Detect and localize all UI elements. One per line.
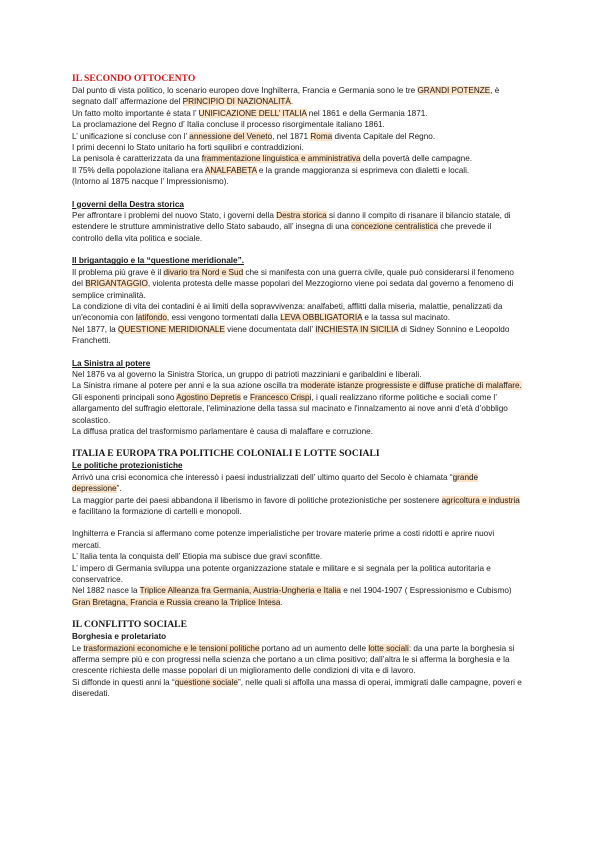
- section-title: IL CONFLITTO SOCIALE: [72, 619, 187, 631]
- highlight: Roma: [310, 131, 333, 141]
- highlight: Triplice Alleanza fra Germania, Austria-Ungheria e Italia: [139, 586, 341, 596]
- highlight: agricoltura e industria: [441, 495, 520, 505]
- paragraph: Arrivò una crisi economica che interessò i paesi industrializzati dell’ ultimo quarto del Secolo è chiamata “grande depressione”.: [72, 472, 479, 494]
- paragraph: Per affrontare i problemi del nuovo Stato, i governi della Destra storica si danno il compito di risanare il bilancio statale, di estendere le strutture amministrative dello Stato sabaudo, all’ insegna di una concezione centralistica che prevede il controllo della vita politica e sociale.: [72, 211, 511, 243]
- highlight: frammentazione linguistica e amministrativa: [201, 154, 361, 164]
- section-title: IL SECONDO OTTOCENTO: [72, 73, 196, 84]
- paragraph: Un fatto molto importante è stata l’ UNIFICAZIONE DELL’ ITALIA nel 1861 e della Germania 1871.: [72, 108, 428, 118]
- paragraph: L’ Italia tenta la conquista dell’ Etiopia ma subisce due gravi sconfitte.: [72, 552, 323, 562]
- highlight: QUESTIONE MERIDIONALE: [117, 324, 225, 334]
- highlight: Francesco Crispi: [249, 392, 312, 402]
- highlight: questione sociale: [174, 677, 238, 687]
- paragraph: La proclamazione del Regno d’ Italia concluse il processo risorgimentale italiano 1861.: [72, 120, 385, 130]
- highlight: UNIFICAZIONE DELL’ ITALIA: [198, 108, 307, 118]
- highlight: GRANDI POTENZE: [417, 86, 491, 95]
- paragraph: Le trasformazioni economiche e le tensioni politiche portano ad un aumento delle lotte sociali: da una parte la borghesia si afferma sempre più e con progressi nella scienza che portano a un clima positivo; dall’altra le si afferma la borghesia e la crescente richiesta delle masse popolari di un miglioramento delle condizioni di vita e di lavoro.: [72, 643, 515, 676]
- highlight: Agostino Depretis: [176, 392, 241, 402]
- highlight: Gran Bretagna, Francia e Russia creano la Triplice Intesa: [72, 597, 281, 607]
- paragraph: La maggior parte dei paesi abbandona il liberismo in favore di politiche protezionistiche per sostenere agricoltura e industria e facilitano la formazione di cartelli e monopoli.: [72, 495, 520, 516]
- highlight: grande depressione: [72, 472, 479, 494]
- paragraph: La condizione di vita dei contadini è ai limiti della sopravvivenza: analfabeti, afflitti dalla miseria, malattie, penalizzati da un'economia con latifondo, essi vengono tormentati dalla LEVA OBBLIGATORIA e la tassa sul macinato.: [72, 301, 503, 323]
- highlight: annessione del Veneto: [189, 131, 273, 141]
- paragraph: Il problema più grave è il divario tra Nord e Sud che si manifesta con una guerra civile, quale può considerarsi il fenomeno del BRIGANTAGGIO, violenta protesta delle masse popolari del Mezzogiorno viene poi sedata dal governo a fenomeno di semplice criminalità.: [72, 267, 514, 300]
- paragraph: Nel 1882 nasce la Triplice Alleanza fra Germania, Austria-Ungheria e Italia e nel 1904-1907 ( Espressionismo e Cubismo) Gran Bretagna, Francia e Russia creano la Triplice Intesa.: [72, 586, 512, 607]
- highlight: divario tra Nord e Sud: [163, 267, 244, 277]
- highlight: PRINCIPIO DI NAZIONALITÀ: [182, 97, 291, 107]
- highlight: INCHIESTA IN SICILIA: [315, 324, 399, 334]
- highlight: LEVA OBBLIGATORIA: [280, 313, 363, 323]
- document-page: [72, 73, 524, 700]
- highlight: lotte sociali: [368, 643, 409, 653]
- highlight: moderate istanze progressiste e diffuse pratiche di malaffare.: [300, 381, 522, 391]
- highlight: latifondo: [135, 313, 167, 323]
- paragraph: Inghilterra e Francia si affermano come potenze imperialistiche per trovare materie prime a costi ridotti e aprire nuovi mercati.: [72, 529, 495, 550]
- section-heading: La Sinistra al potere: [72, 358, 151, 368]
- section-heading: Borghesia e proletariato: [72, 632, 167, 642]
- section-heading: Il brigantaggio e la “questione meridionale”.: [72, 256, 244, 266]
- paragraph: La Sinistra rimane al potere per anni e la sua azione oscilla tra moderate istanze progressiste e diffuse pratiche di malaffare.: [72, 381, 522, 391]
- highlight: ANALFABETA: [204, 165, 257, 175]
- paragraph: L’ unificazione si concluse con l’ annessione del Veneto, nel 1871 Roma diventa Capitale del Regno.: [72, 131, 436, 141]
- paragraph: L’ impero di Germania sviluppa una potente organizzazione statale e militare e si segnala per la politica autoritaria e conservatrice.: [72, 563, 491, 585]
- paragraph: La diffusa pratica del trasformismo parlamentare è causa di malaffare e corruzione.: [72, 426, 373, 436]
- paragraph: Si diffonde in questi anni la “questione sociale”, nelle quali si affolla una massa di operai, immigrati dalle campagne, poveri e diseredati.: [72, 677, 522, 699]
- paragraph: (Intorno al 1875 nacque l’ Impressionismo).: [72, 177, 229, 187]
- paragraph: I primi decenni lo Stato unitario ha forti squilibri e contraddizioni.: [72, 143, 304, 153]
- paragraph: Nel 1876 va al governo la Sinistra Storica, un gruppo di patrioti mazziniani e garibaldini e liberali.: [72, 369, 422, 379]
- paragraph: Dal punto di vista politico, lo scenario europeo dove Inghilterra, Francia e Germania sono le tre GRANDI POTENZE, è segnato dall’ affermazione del PRINCIPIO DI NAZIONALITÀ.: [72, 86, 500, 107]
- highlight: Destra storica: [276, 211, 327, 221]
- section-title: ITALIA E EUROPA TRA POLITICHE COLONIALI E LOTTE SOCIALI: [72, 448, 380, 460]
- highlight: BRIGANTAGGIO: [85, 279, 148, 289]
- section-heading: Le politiche protezionistiche: [72, 461, 183, 471]
- paragraph: La penisola è caratterizzata da una frammentazione linguistica e amministrativa della povertà delle campagne.: [72, 154, 473, 164]
- paragraph: Il 75% della popolazione italiana era ANALFABETA e la grande maggioranza si esprimeva con dialetti e locali.: [72, 165, 470, 175]
- highlight: trasformazioni economiche e le tensioni politiche: [83, 643, 260, 653]
- paragraph: Gli esponenti principali sono Agostino Depretis e Francesco Crispi, i quali realizzano riforme politiche e sociali come l’ allargamento del suffragio elettorale, l'eliminazione della tassa sul macinato e l'innalzamento ai nove anni d’età d’obbligo scolastico.: [72, 392, 508, 425]
- paragraph: Nel 1877, la QUESTIONE MERIDIONALE viene documentata dall’ INCHIESTA IN SICILIA di Sidney Sonnino e Leopoldo Franchetti.: [72, 324, 510, 346]
- highlight: concezione centralistica: [351, 222, 439, 232]
- section-heading: I governi della Destra storica: [72, 199, 184, 209]
